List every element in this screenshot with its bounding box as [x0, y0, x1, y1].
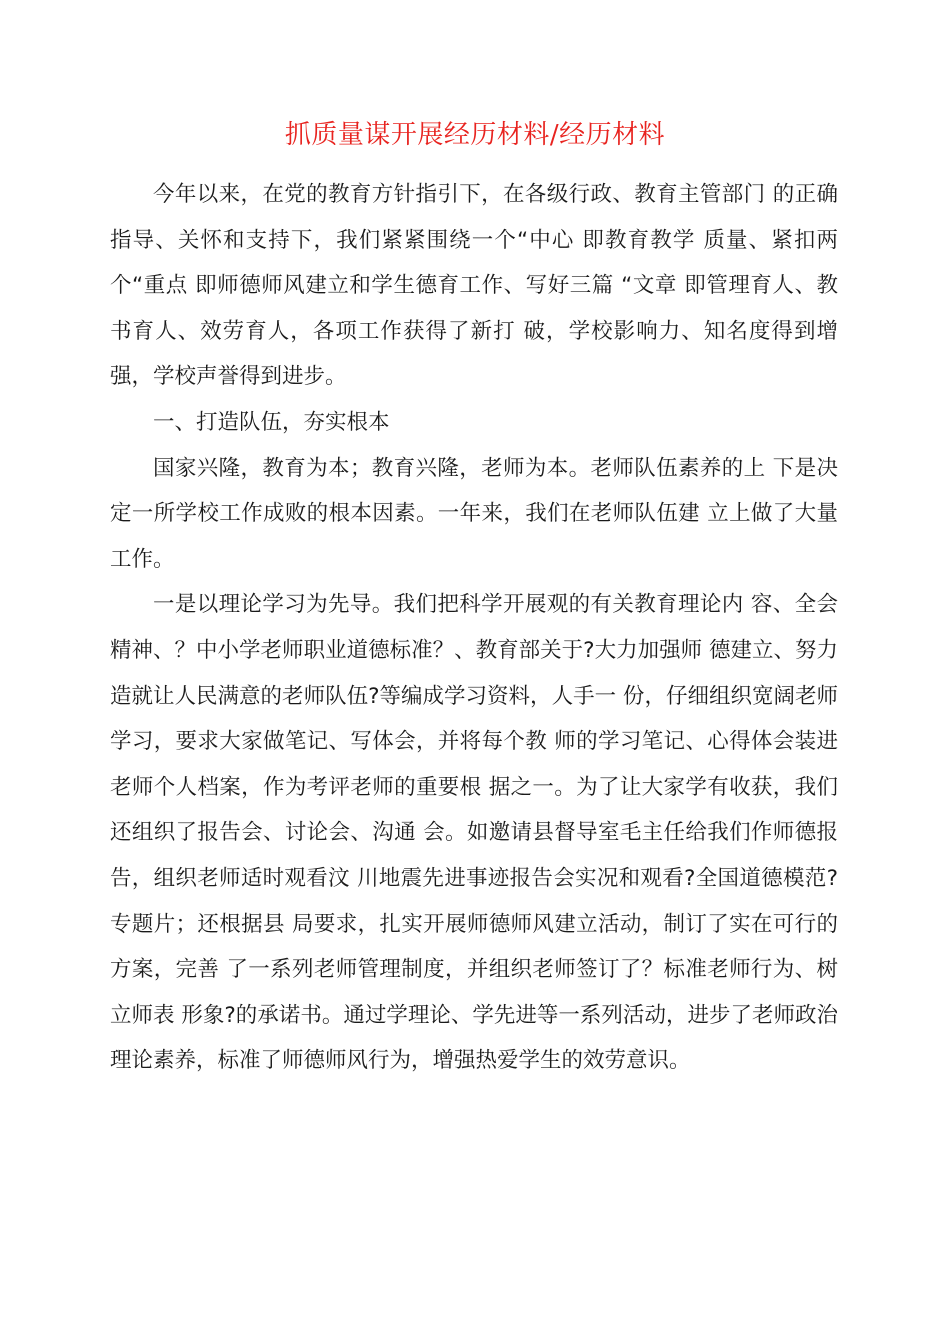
section-heading-1: 一、打造队伍，夯实根本 — [153, 409, 390, 435]
paragraph-theory-study: 一是以理论学习为先导。我们把科学开展观的有关教育理论内 容、全会精神、？中小学老师职业道德标准？、教育部关于?大力加强师 德建立、努力造就让人民满意的老师队伍?等编成学习资料，人手一 份，仔细组织宽阔老师学习，要求大家做笔记、写体会，并将每个教 师的学习笔记、心得体会装进老师个人档案，作为考评老师的重要根 据之一。为了让大家学有收获，我们还组织了报告会、讨论会、沟通 会。如邀请县督导室毛主任给我们作师德报告，组织老师适时观看汶 川地震先进事迹报告会实况和观看?全国道德模范?专题片；还根据县 局要求，扎实开展师德师风建立活动，制订了实在可行的方案，完善 了一系列老师管理制度，并组织老师签订了？标准老师行为、树立师表 形象?的承诺书。通过学理论、学先进等一系列活动，进步了老师政治 理论素养，标准了师德师风行为，增强热爱学生的效劳意识。 — [110, 592, 838, 1074]
document-title: 抓质量谋开展经历材料/经历材料 — [284, 120, 666, 150]
document-body — [110, 172, 838, 1084]
paragraph-teachers: 国家兴隆，教育为本；教育兴隆，老师为本。老师队伍素养的上 下是决定一所学校工作成败的根本因素。一年来，我们在老师队伍建 立上做了大量工作。 — [110, 455, 838, 572]
paragraph-intro: 今年以来，在党的教育方针指引下，在各级行政、教育主管部门 的正确指导、关怀和支持下，我们紧紧围绕一个“中心 即教育教学 质量、紧扣两个“重点 即师德师风建立和学生德育工作、写好三篇 “文章 即管理育人、教书育人、效劳育人，各项工作获得了新打 破，学校影响力、知名度得到增强，学校声誉得到进步。 — [110, 182, 838, 390]
